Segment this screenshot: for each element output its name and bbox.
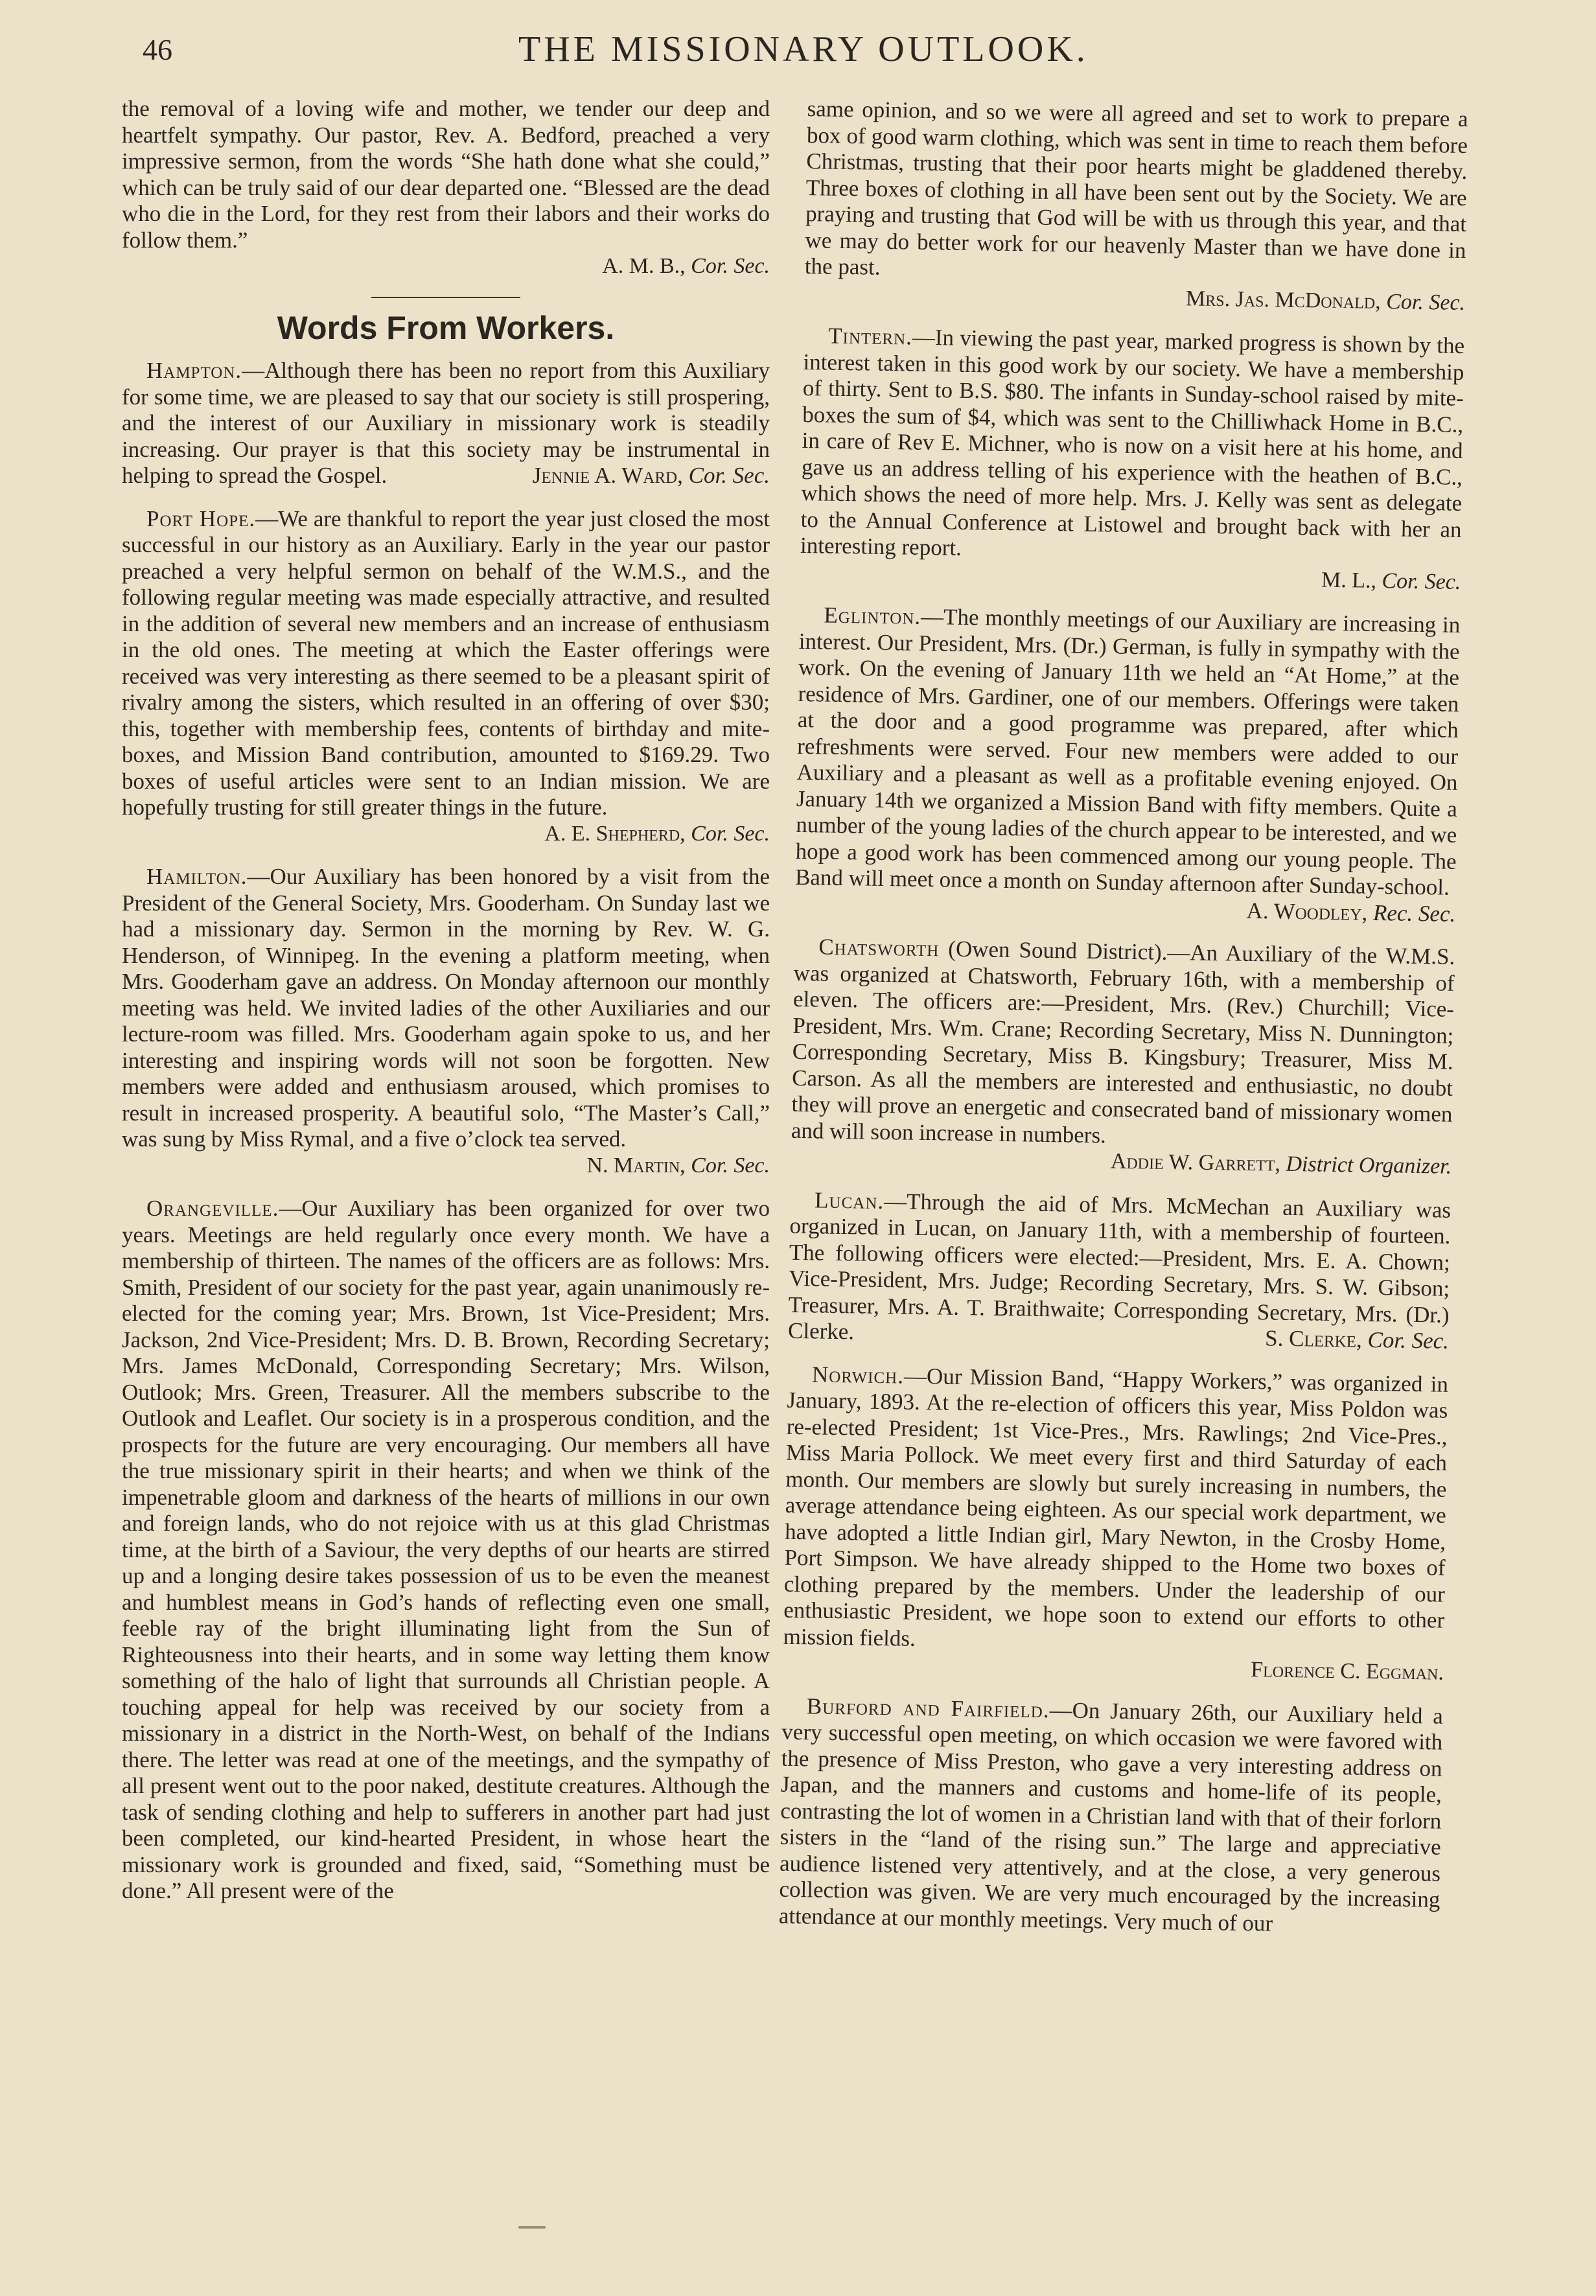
section-divider (371, 297, 520, 298)
report-text (800, 323, 1465, 569)
signature-name: N. Martin, (586, 1153, 686, 1177)
report-place: Norwich. (811, 1361, 905, 1389)
report-signature (122, 1153, 770, 1179)
report-burford-fairfield (779, 1693, 1444, 1939)
signature-name: Jennie A. Ward, (532, 463, 683, 488)
report-place: Burford and Fairfield. (806, 1693, 1050, 1722)
page-footer-mark (518, 2226, 546, 2229)
signature-role: District Organizer. (1286, 1152, 1452, 1179)
report-hampton (122, 358, 770, 489)
signature-role: Cor. Sec. (691, 821, 770, 846)
page-header (0, 25, 1596, 89)
report-norwich (783, 1361, 1449, 1686)
report-body: —In viewing the past year, marked progress is shown by the interest taken in this good work by our society. We have a membership of thirty. Sent to B.S. $80. The infants in Sunday-school raised by mite-boxes the sum of $4, which was sent to the Chilliwhack Home in B.C., in care of Rev E. Michner, who is now on a visit here at his home, and gave us an address telling of his experience with the heathen of B.C., which shows the need of more help. Mrs. J. Kelly was sent as delegate to the Annual Conference at Listowel and brought back with her an interesting report. (800, 324, 1465, 561)
report-hamilton (122, 864, 770, 1179)
signature-name: M. L., (1321, 568, 1377, 593)
report-signature (122, 821, 770, 848)
report-body: —On January 26th, our Auxiliary held a very successful open meeting, on which occasion we were favored with the presence of Miss Preston, who gave a very interesting address on Japan, and the manners and customs and home-life of its people, contrasting the lot of women in a Christian land with that of their forlorn sisters in the “land of the rising sun.” The large and appreciative audience listened very attentively, and at the close, a very generous collection was given. We are very much encouraged by the increasing attendance at our monthly meetings. Very much of our (778, 1697, 1444, 1936)
signature-role: Rec. Sec. (1372, 899, 1456, 927)
left-column (122, 96, 770, 1921)
section-heading: Words From Workers. (277, 309, 615, 346)
report-signature (1221, 898, 1455, 927)
report-text (788, 1187, 1451, 1354)
signature-name: Florence C. Eggman. (1250, 1658, 1444, 1685)
journal-title: THE MISSIONARY OUTLOOK. (518, 29, 1089, 69)
report-orangeville (122, 1196, 770, 1905)
report-place: Eglinton. (824, 602, 921, 629)
signature-role: Cor. Sec. (691, 254, 770, 278)
signature-name: Addie W. Garrett, (1110, 1149, 1281, 1176)
signature-name: Mrs. Jas. McDonald, (1185, 286, 1382, 314)
report-place: Port Hope. (146, 505, 256, 531)
report-body: —Through the aid of Mrs. McMechan an Auxiliary was organized in Lucan, on January 11th, with a membership of fourteen. The following officers were elected:—President, Mrs. E. A. Chown; Vice-President, Mrs. Judge; Recording Secretary, Mrs. S. W. Gibson; Treasurer, Mrs. A. T. Braithwaite; Corresponding Secretary, Mrs. (Dr.) Clerke. (787, 1188, 1451, 1345)
continuation-text: same opinion, and so we were all agreed and set to work to prepare a box of good warm clothing, which was sent in time to reach them before Christmas, trusting that their poor hearts might be gladdened thereby. Three boxes of clothing in all have been sent out by the Society. We are praying and trusting that God will be with us through this year, and that we may do better work for our heavenly Master than we have done in the past. (804, 96, 1468, 280)
report-body: —Our Mission Band, “Happy Workers,” was organized in January, 1893. At the re-election of officers this year, Miss Poldon was re-elected President; 1st Vice-Pres., Mrs. Rawlings; 2nd Vice-Pres., Miss Maria Pollock. We meet every first and third Saturday of each month. Our members are slowly but surely increasing in numbers, the average attendance being eighteen. As our special work department, we have adopted a little Indian girl, Mary Newton, in the Crosby Home, Port Simpson. We have already shipped to the Home two boxes of clothing prepared by the members. Under the leadership of our enthusiastic President, we hope soon to extend our efforts to other mission fields. (783, 1363, 1449, 1651)
continuation-entry (804, 96, 1468, 316)
report-body: —Although there has been no report from this Auxiliary for some time, we are pleased to say that our society is still prospering, and the interest of our Auxiliary in missionary work is steadily increasing. Our prayer is that this society may be instrumental in helping to spread the Gospel. (122, 358, 770, 488)
report-text (122, 506, 770, 821)
report-signature (1240, 1325, 1449, 1355)
page-number: 46 (143, 33, 172, 66)
report-lucan (788, 1187, 1451, 1354)
report-chatsworth (791, 934, 1455, 1180)
right-column (778, 96, 1468, 1956)
report-body: (Owen Sound District).—An Auxiliary of the W.M.S. was organized at Chatsworth, February 16th, with a membership of eleven. The officers are:—President, Mrs. (Rev.) Churchill; Vice-President, Mrs. Wm. Crane; Recording Secretary, Miss N. Dunnington; Corresponding Secretary, Miss B. Kingsbury; Treasurer, Miss M. Carson. As all the members are interested and enthusiastic, no doubt they will prove an energetic and consecrated band of missionary women and will soon increase in numbers. (791, 936, 1455, 1148)
report-text (791, 934, 1455, 1154)
signature-name: A. M. B., (602, 254, 686, 278)
intro-entry (122, 96, 770, 280)
report-text (122, 358, 770, 489)
signature-name: A. Woodley, (1246, 898, 1368, 925)
report-place: Orangeville. (146, 1196, 279, 1221)
report-place: Lucan. (814, 1187, 885, 1214)
report-place: Tintern. (827, 323, 913, 350)
report-port-hope (122, 506, 770, 848)
report-place: Chatsworth (818, 934, 940, 962)
report-body: —Our Auxiliary has been organized for over two years. Meetings are held regularly once every month. We have a membership of thirteen. The names of the officers are as follows: Mrs. Smith, President of our society for the past year, again unanimously re-elected for the coming year; Mrs. Brown, 1st Vice-President; Mrs. Jackson, 2nd Vice-President; Mrs. D. B. Brown, Recording Secretary; Mrs. James McDonald, Corresponding Secretary; Mrs. Wilson, Outlook; Mrs. Green, Treasurer. All the members subscribe to the Outlook and Leaflet. Our society is in a prosperous condition, and the prospects for the future are very encouraging. Our members all have the true missionary spirit in their hearts; and when we think of the impenetrable gloom and darkness of the hearts of millions in our own and foreign lands, who do not rejoice with us at this glad Christmas time, at the birth of a Saviour, the very depths of our hearts are stirred up and a longing desire takes possession of us to be even the meanest and humblest means in God’s hands of reflecting even one small, feeble ray of the bright illuminating light from the Sun of Righteousness into their hearts, and in some way letting them know something of the halo of light that surrounds all Christian people. A touching appeal for help was received by our society from a missionary in a district in the North-West, on behalf of the Indians there. The letter was read at one of the meetings, and the sympathy of all present went out to the poor naked, destitute creatures. Although the task of sending clothing and help to sufferers in another part had just been completed, our kind-hearted President, in whose heart the missionary work is grounded and fixed, said, “Something must be done.” All present were of the (122, 1196, 770, 1903)
report-body: —The monthly meetings of our Auxiliary are increasing in interest. Our President, Mrs. (Dr.) German, is fully in sympathy with the work. On the evening of January 11th we held an “At Home,” at the residence of Mrs. Gardiner, one of our members. Offerings were taken at the door and a good programme was prepared, after which refreshments were served. Four new members were added to our Auxiliary and a pleasant as well as a profitable evening enjoyed. On January 14th we organized a Mission Band with fifty members. Quite a number of the young ladies of the church appear to be interested, and we hope a good work has been commenced among our young people. The Band will meet once a month on Sunday afternoon after Sunday-school. (794, 603, 1461, 900)
signature-role: Cor. Sec. (1386, 289, 1466, 315)
signature-name: A. E. Shepherd, (544, 821, 686, 846)
report-text (794, 602, 1461, 927)
signature-role: Cor. Sec. (1382, 568, 1461, 594)
report-place: Hamilton. (146, 864, 248, 889)
report-eglinton (794, 602, 1461, 927)
report-place: Hampton. (146, 358, 242, 383)
report-text (783, 1361, 1448, 1660)
signature-role: Cor. Sec. (1367, 1327, 1450, 1354)
report-body: —We are thankful to report the year just closed the most successful in our history as an Auxiliary. Early in the year our pastor preached a very helpful sermon on behalf of the W.M.S., and the following regular meeting was made especially attractive, and resulted in the addition of several new members and an increase of enthusiasm in the old ones. The meeting at which the Easter offerings were received was very interesting as there seemed to be a pleasant spirit of rivalry among the sisters, which resulted in an offering of over $30; this, together with membership fees, contents of birthday and mite-boxes, and Mission Band contribution, amounted to $169.29. Two boxes of useful articles were sent to an Indian mission. We are hopefully trusting for still greater things in the future. (122, 505, 770, 820)
report-signature (508, 463, 770, 489)
signature-role: Cor. Sec. (688, 463, 770, 488)
report-text (779, 1693, 1444, 1939)
intro-text: the removal of a loving wife and mother, we tender our deep and heartfelt sympathy. Our pastor, Rev. A. Bedford, preached a very impressive sermon, from the words “She hath done what she could,” which can be truly said of our dear departed one. “Blessed are the dead who die in the Lord, for they rest from their labors and their works do follow them.” (122, 96, 770, 253)
report-text (122, 1196, 770, 1905)
report-tintern (800, 323, 1464, 596)
report-text (122, 864, 770, 1153)
intro-signature (122, 253, 770, 280)
signature-role: Cor. Sec. (691, 1153, 770, 1177)
report-body: —Our Auxiliary has been honored by a visit from the President of the General Society, Mrs. Gooderham. On Sunday last we had a missionary day. Sermon in the morning by Rev. W. G. Henderson, of Winnipeg. In the evening a platform meeting, when Mrs. Gooderham gave an address. On Monday afternoon our monthly meeting was held. We invited ladies of the other Auxiliaries and our lecture-room was filled. Mrs. Gooderham again spoke to us, and her interesting and inspiring words will not soon be forgotten. New members were added and enthusiasm aroused, which promises to result in increased prosperity. A beautiful solo, “The Master’s Call,” was sung by Miss Rymal, and a five o’clock tea served. (122, 864, 770, 1152)
signature-name: S. Clerke, (1264, 1325, 1363, 1352)
